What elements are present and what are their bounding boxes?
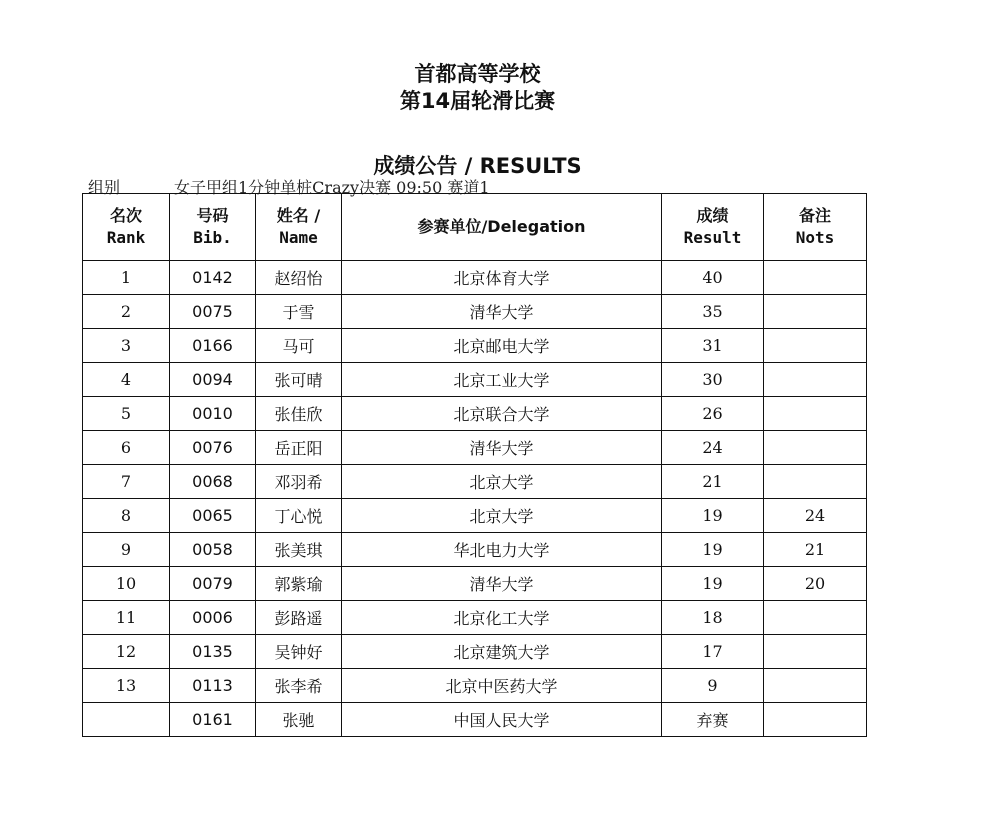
- table-row: [83, 261, 867, 295]
- rank-cell: 12: [83, 635, 170, 669]
- results-title: 成绩公告 / RESULTS: [373, 154, 582, 178]
- event-title: 第14届轮滑比赛: [399, 89, 556, 113]
- note-cell: [764, 363, 867, 397]
- table-row: [83, 567, 867, 601]
- note-cell: 21: [764, 533, 867, 567]
- result-cell: 24: [662, 431, 764, 465]
- bib-header: 号码 Bib.: [170, 194, 256, 261]
- table-row: [83, 669, 867, 703]
- bib-cell: 0113: [170, 669, 256, 703]
- group-label: 组别: [88, 178, 121, 197]
- results-table: [82, 193, 867, 737]
- bib-cell: 0135: [170, 635, 256, 669]
- delegation-cell: 北京中医药大学: [342, 669, 662, 703]
- rank-cell: 8: [83, 499, 170, 533]
- note-cell: [764, 669, 867, 703]
- school-title: 首都高等学校: [414, 62, 541, 86]
- delegation-cell: 北京化工大学: [342, 601, 662, 635]
- name-cell: 张佳欣: [256, 397, 342, 431]
- bib-cell: 0065: [170, 499, 256, 533]
- group-value: 女子甲组1分钟单桩Crazy决赛 09:50 赛道1: [174, 178, 490, 197]
- bib-cell: 0058: [170, 533, 256, 567]
- bib-cell: 0142: [170, 261, 256, 295]
- note-cell: [764, 431, 867, 465]
- bib-cell: 0075: [170, 295, 256, 329]
- result-cell: 30: [662, 363, 764, 397]
- table-row: [83, 601, 867, 635]
- table-row: [83, 295, 867, 329]
- result-cell: 弃赛: [662, 703, 764, 737]
- name-cell: 张驰: [256, 703, 342, 737]
- note-header: 备注 Nots: [764, 194, 867, 261]
- table-row: [83, 635, 867, 669]
- note-cell: [764, 397, 867, 431]
- table-row: [83, 703, 867, 737]
- note-cell: 24: [764, 499, 867, 533]
- delegation-cell: 清华大学: [342, 431, 662, 465]
- note-cell: [764, 329, 867, 363]
- name-header: 姓名 / Name: [256, 194, 342, 261]
- note-cell: [764, 261, 867, 295]
- rank-cell: 2: [83, 295, 170, 329]
- delegation-cell: 清华大学: [342, 295, 662, 329]
- result-cell: 17: [662, 635, 764, 669]
- note-cell: [764, 635, 867, 669]
- result-cell: 18: [662, 601, 764, 635]
- delegation-cell: 华北电力大学: [342, 533, 662, 567]
- name-cell: 彭路遥: [256, 601, 342, 635]
- note-cell: 20: [764, 567, 867, 601]
- name-cell: 马可: [256, 329, 342, 363]
- result-header: 成绩 Result: [662, 194, 764, 261]
- table-row: [83, 431, 867, 465]
- delegation-header: 参赛单位/Delegation: [342, 194, 662, 261]
- name-cell: 张美琪: [256, 533, 342, 567]
- table-row: [83, 499, 867, 533]
- result-cell: 19: [662, 499, 764, 533]
- rank-cell: 6: [83, 431, 170, 465]
- bib-cell: 0010: [170, 397, 256, 431]
- name-cell: 邓羽希: [256, 465, 342, 499]
- note-cell: [764, 465, 867, 499]
- bib-cell: 0166: [170, 329, 256, 363]
- delegation-cell: 北京联合大学: [342, 397, 662, 431]
- delegation-cell: 北京工业大学: [342, 363, 662, 397]
- delegation-cell: 北京邮电大学: [342, 329, 662, 363]
- result-cell: 31: [662, 329, 764, 363]
- name-cell: 岳正阳: [256, 431, 342, 465]
- bib-cell: 0076: [170, 431, 256, 465]
- rank-cell: 7: [83, 465, 170, 499]
- table-row: [83, 397, 867, 431]
- result-cell: 35: [662, 295, 764, 329]
- rank-cell: 3: [83, 329, 170, 363]
- bib-cell: 0094: [170, 363, 256, 397]
- table-header-row: [83, 194, 867, 261]
- table-row: [83, 329, 867, 363]
- delegation-cell: 北京大学: [342, 465, 662, 499]
- delegation-cell: 清华大学: [342, 567, 662, 601]
- rank-cell: [83, 703, 170, 737]
- rank-cell: 1: [83, 261, 170, 295]
- table-row: [83, 363, 867, 397]
- rank-cell: 9: [83, 533, 170, 567]
- note-cell: [764, 601, 867, 635]
- name-cell: 郭紫瑜: [256, 567, 342, 601]
- result-cell: 9: [662, 669, 764, 703]
- delegation-cell: 北京大学: [342, 499, 662, 533]
- bib-cell: 0079: [170, 567, 256, 601]
- delegation-cell: 北京建筑大学: [342, 635, 662, 669]
- bib-cell: 0161: [170, 703, 256, 737]
- rank-cell: 10: [83, 567, 170, 601]
- name-cell: 于雪: [256, 295, 342, 329]
- rank-cell: 4: [83, 363, 170, 397]
- name-cell: 张李希: [256, 669, 342, 703]
- name-cell: 赵绍怡: [256, 261, 342, 295]
- delegation-cell: 北京体育大学: [342, 261, 662, 295]
- note-cell: [764, 703, 867, 737]
- result-cell: 40: [662, 261, 764, 295]
- rank-header: 名次 Rank: [83, 194, 170, 261]
- table-row: [83, 465, 867, 499]
- rank-cell: 13: [83, 669, 170, 703]
- note-cell: [764, 295, 867, 329]
- result-cell: 19: [662, 533, 764, 567]
- delegation-cell: 中国人民大学: [342, 703, 662, 737]
- table-row: [83, 533, 867, 567]
- result-cell: 26: [662, 397, 764, 431]
- name-cell: 丁心悦: [256, 499, 342, 533]
- result-cell: 21: [662, 465, 764, 499]
- bib-cell: 0006: [170, 601, 256, 635]
- name-cell: 张可晴: [256, 363, 342, 397]
- rank-cell: 5: [83, 397, 170, 431]
- bib-cell: 0068: [170, 465, 256, 499]
- rank-cell: 11: [83, 601, 170, 635]
- name-cell: 吴钟好: [256, 635, 342, 669]
- result-cell: 19: [662, 567, 764, 601]
